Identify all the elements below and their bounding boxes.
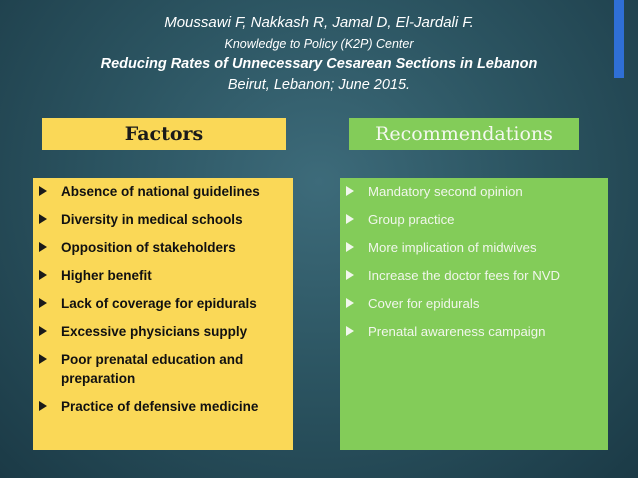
factor-item-text: Absence of national guidelines <box>61 184 260 199</box>
factor-item-text: Excessive physicians supply <box>61 324 248 339</box>
recommendation-item <box>346 182 602 201</box>
triangle-right-icon <box>346 214 354 224</box>
recommendation-item <box>346 238 602 257</box>
triangle-right-icon <box>39 326 47 336</box>
triangle-right-icon <box>39 214 47 224</box>
recommendation-item-text: More implication of midwives <box>368 240 537 255</box>
factor-item-text: Lack of coverage for epidurals <box>61 296 257 311</box>
factor-item <box>39 238 287 257</box>
triangle-right-icon <box>39 401 47 411</box>
factor-item <box>39 294 287 313</box>
recommendation-item <box>346 210 602 229</box>
recommendations-heading: Recommendations <box>349 118 579 150</box>
factor-item <box>39 322 287 341</box>
triangle-right-icon <box>346 186 354 196</box>
recommendations-list <box>346 182 602 341</box>
factors-heading: Factors <box>42 118 286 150</box>
recommendation-item <box>346 322 602 341</box>
organization-line: Knowledge to Policy (K2P) Center <box>224 37 414 51</box>
slide-header <box>0 12 638 96</box>
factor-item-text: Diversity in medical schools <box>61 212 243 227</box>
recommendations-panel <box>340 178 608 450</box>
factor-item-text: Poor prenatal education and preparation <box>61 352 244 386</box>
factor-item <box>39 266 287 285</box>
factor-item <box>39 350 287 388</box>
factors-list <box>39 182 287 416</box>
recommendation-item-text: Increase the doctor fees for NVD <box>368 268 561 283</box>
triangle-right-icon <box>39 298 47 308</box>
factor-item-text: Opposition of stakeholders <box>61 240 236 255</box>
recommendation-item-text: Cover for epidurals <box>368 296 480 311</box>
factor-item <box>39 182 287 201</box>
recommendation-item-text: Mandatory second opinion <box>368 184 523 199</box>
location-date-line: Beirut, Lebanon; June 2015. <box>227 77 411 93</box>
factor-item <box>39 397 287 416</box>
recommendation-item <box>346 266 602 285</box>
authors-line: Moussawi F, Nakkash R, Jamal D, El-Jardali F. <box>164 14 474 31</box>
factor-item-text: Higher benefit <box>61 268 152 283</box>
triangle-right-icon <box>346 270 354 280</box>
triangle-right-icon <box>346 242 354 252</box>
recommendation-item <box>346 294 602 313</box>
triangle-right-icon <box>39 354 47 364</box>
factors-panel <box>33 178 293 450</box>
factor-item <box>39 210 287 229</box>
recommendation-item-text: Group practice <box>368 212 455 227</box>
recommendation-item-text: Prenatal awareness campaign <box>368 324 546 339</box>
factor-item-text: Practice of defensive medicine <box>61 399 259 414</box>
triangle-right-icon <box>346 298 354 308</box>
triangle-right-icon <box>346 326 354 336</box>
triangle-right-icon <box>39 242 47 252</box>
triangle-right-icon <box>39 186 47 196</box>
report-title: Reducing Rates of Unnecessary Cesarean Sections in Lebanon <box>100 56 538 72</box>
triangle-right-icon <box>39 270 47 280</box>
